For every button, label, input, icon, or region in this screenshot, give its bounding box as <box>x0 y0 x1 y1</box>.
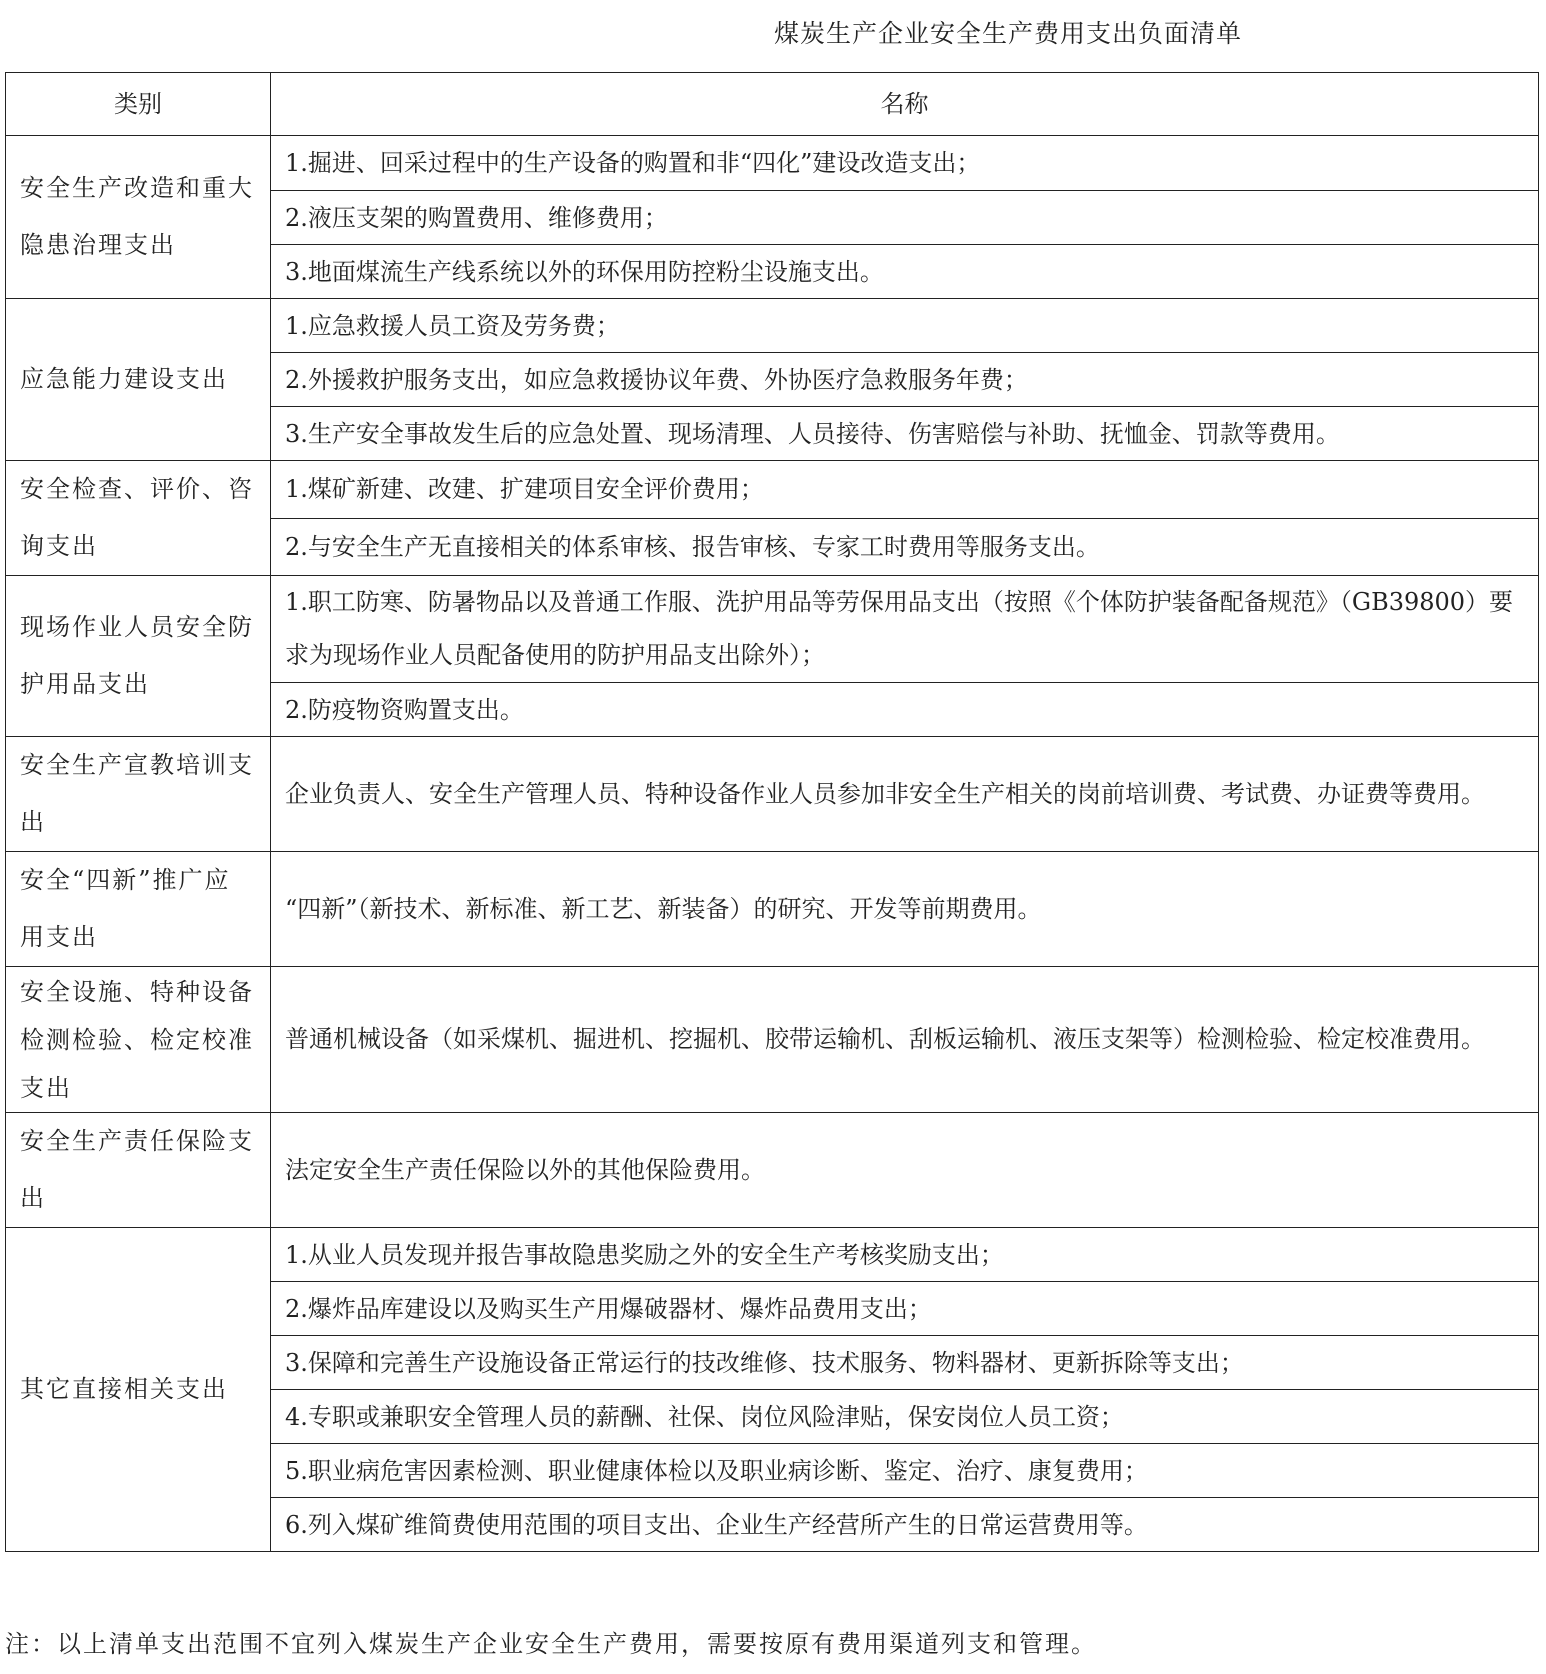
item-cell: 1.掘进、回采过程中的生产设备的购置和非“四化”建设改造支出； <box>271 136 1539 191</box>
item-cell: 3.地面煤流生产线系统以外的环保用防控粉尘设施支出。 <box>271 245 1539 299</box>
category-cell: 现场作业人员安全防护用品支出 <box>6 576 271 737</box>
category-cell: 安全生产改造和重大隐患治理支出 <box>6 136 271 299</box>
item-cell: 2.液压支架的购置费用、维修费用； <box>271 191 1539 245</box>
negative-list-table <box>5 72 1539 1552</box>
item-cell: 2.爆炸品库建设以及购买生产用爆破器材、爆炸品费用支出； <box>271 1282 1539 1336</box>
table-row <box>6 1113 1539 1228</box>
document-title: 煤炭生产企业安全生产费用支出负面清单 <box>773 19 1242 48</box>
item-cell: 2.与安全生产无直接相关的体系审核、报告审核、专家工时费用等服务支出。 <box>271 518 1539 576</box>
category-cell: 应急能力建设支出 <box>6 299 271 461</box>
category-cell: 安全检查、评价、咨询支出 <box>6 461 271 576</box>
item-cell: 1.应急救援人员工资及劳务费； <box>271 299 1539 353</box>
item-cell: 1.从业人员发现并报告事故隐患奖励之外的安全生产考核奖励支出； <box>271 1228 1539 1282</box>
header-name: 名称 <box>271 73 1539 136</box>
category-cell: 其它直接相关支出 <box>6 1228 271 1552</box>
item-cell: 普通机械设备（如采煤机、掘进机、挖掘机、胶带运输机、刮板运输机、液压支架等）检测检验、检定校准费用。 <box>271 967 1539 1113</box>
header-category: 类别 <box>6 73 271 136</box>
item-cell: 5.职业病危害因素检测、职业健康体检以及职业病诊断、鉴定、治疗、康复费用； <box>271 1444 1539 1498</box>
item-cell: 6.列入煤矿维简费使用范围的项目支出、企业生产经营所产生的日常运营费用等。 <box>271 1498 1539 1552</box>
table-row <box>6 967 1539 1113</box>
footnote: 注：以上清单支出范围不宜列入煤炭生产企业安全生产费用，需要按原有费用渠道列支和管理。 <box>5 1630 1097 1658</box>
item-cell: 法定安全生产责任保险以外的其他保险费用。 <box>271 1113 1539 1228</box>
table-row <box>6 461 1539 519</box>
item-cell: 3.保障和完善生产设施设备正常运行的技改维修、技术服务、物料器材、更新拆除等支出； <box>271 1336 1539 1390</box>
item-cell: “四新”（新技术、新标准、新工艺、新装备）的研究、开发等前期费用。 <box>271 852 1539 967</box>
category-cell: 安全“四新”推广应用支出 <box>6 852 271 967</box>
table-row <box>6 737 1539 852</box>
category-cell: 安全生产宣教培训支出 <box>6 737 271 852</box>
item-cell: 1.煤矿新建、改建、扩建项目安全评价费用； <box>271 461 1539 519</box>
table-row <box>6 136 1539 191</box>
table-header-row <box>6 73 1539 136</box>
item-cell: 3.生产安全事故发生后的应急处置、现场清理、人员接待、伤害赔偿与补助、抚恤金、罚款等费用。 <box>271 407 1539 461</box>
item-cell: 2.外援救护服务支出，如应急救援协议年费、外协医疗急救服务年费； <box>271 353 1539 407</box>
category-cell: 安全生产责任保险支出 <box>6 1113 271 1228</box>
item-cell: 2.防疫物资购置支出。 <box>271 683 1539 737</box>
item-cell: 4.专职或兼职安全管理人员的薪酬、社保、岗位风险津贴，保安岗位人员工资； <box>271 1390 1539 1444</box>
category-cell: 安全设施、特种设备检测检验、检定校准支出 <box>6 967 271 1113</box>
table-row <box>6 852 1539 967</box>
table-row <box>6 299 1539 353</box>
table-row <box>6 1228 1539 1282</box>
table-row <box>6 576 1539 683</box>
item-cell: 企业负责人、安全生产管理人员、特种设备作业人员参加非安全生产相关的岗前培训费、考试费、办证费等费用。 <box>271 737 1539 852</box>
item-cell: 1.职工防寒、防暑物品以及普通工作服、洗护用品等劳保用品支出（按照《个体防护装备配备规范》（GB39800）要求为现场作业人员配备使用的防护用品支出除外）； <box>271 576 1539 683</box>
